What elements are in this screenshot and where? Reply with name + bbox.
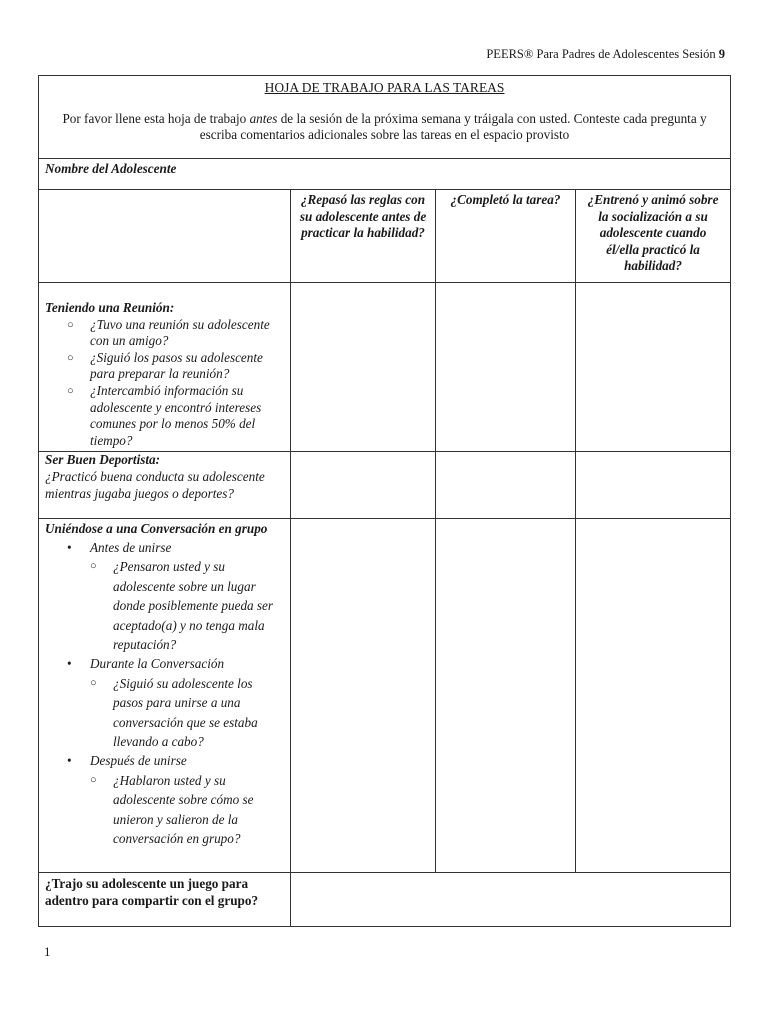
section-label: Después de unirse [90, 753, 187, 769]
get-together-list [45, 317, 284, 450]
column-header-reviewed-rules: ¿Repasó las reglas con su adolescente antes de practicar la habilidad? [291, 190, 436, 283]
get-together-cell [39, 283, 291, 452]
group-conversation-cell [39, 519, 291, 873]
teen-name-field[interactable] [39, 159, 731, 190]
answer-cell-get-together-coached[interactable] [576, 283, 731, 452]
get-together-item: ○ ¿Tuvo una reunión su adolescente con un amigo? [67, 317, 284, 350]
worksheet-title: HOJA DE TRABAJO PARA LAS TAREAS [264, 80, 505, 95]
group-conversation-heading: Uniéndose a una Conversación en grupo [45, 521, 268, 537]
sportsmanship-question: ¿Practicó buena conducta su adolescente mientras jugaba juegos o deportes? [45, 468, 265, 501]
worksheet-title-cell [39, 76, 731, 159]
sportsmanship-cell [39, 452, 291, 519]
column-header-completed-homework: ¿Completó la tarea? [436, 190, 576, 283]
answer-cell-group-conversation-rules[interactable] [291, 519, 436, 873]
group-conversation-section [67, 654, 284, 751]
header-blank-cell [39, 190, 291, 283]
page-number: 1 [44, 944, 51, 959]
header-text: PEERS® Para Padres de Adolescentes Sesión [486, 47, 719, 61]
group-conversation-list [45, 538, 284, 849]
section-label: Antes de unirse [90, 539, 172, 555]
answer-cell-sportsmanship-rules[interactable] [291, 452, 436, 519]
page-header [486, 47, 725, 62]
answer-cell-group-conversation-coached[interactable] [576, 519, 731, 873]
get-together-item: ○ ¿Intercambió información su adolescente y encontró intereses comunes por lo menos 50% del tiempo? [67, 383, 284, 449]
answer-cell-group-conversation-completed[interactable] [436, 519, 576, 873]
answer-cell-sportsmanship-coached[interactable] [576, 452, 731, 519]
instructions-text-end: de la sesión de la próxima semana y tráigala con usted. Conteste cada pregunta y escriba comentarios adicionales sobre las tareas en el espacio provisto [199, 110, 707, 143]
section-question: ○ ¿Siguió su adolescente los pasos para unirse a una conversación que se estaba llevando a cabo? [90, 674, 284, 752]
answer-cell-get-together-completed[interactable] [436, 283, 576, 452]
answer-cell-get-together-rules[interactable] [291, 283, 436, 452]
group-conversation-section [67, 751, 284, 848]
teen-name-label: Nombre del Adolescente [45, 161, 177, 176]
answer-cell-sportsmanship-completed[interactable] [436, 452, 576, 519]
homework-worksheet-table [38, 75, 731, 927]
indoor-game-question: ¿Trajo su adolescente un juego para adentro para compartir con el grupo? [39, 873, 291, 927]
get-together-item: ○ ¿Siguió los pasos su adolescente para preparar la reunión? [67, 350, 284, 383]
instructions-emphasis: antes [249, 110, 278, 126]
column-header-coached-teen: ¿Entrenó y animó sobre la socialización a su adolescente cuando él/ella practicó la habilidad? [576, 190, 731, 283]
answer-cell-indoor-game[interactable] [291, 873, 731, 927]
session-number: 9 [718, 47, 725, 61]
group-conversation-section [67, 538, 284, 654]
section-label: Durante la Conversación [90, 656, 225, 672]
instructions-text-start: Por favor llene esta hoja de trabajo [62, 110, 250, 126]
get-together-heading: Teniendo una Reunión: [45, 300, 175, 315]
section-question: ○ ¿Hablaron usted y su adolescente sobre cómo se unieron y salieron de la conversación en grupo? [90, 771, 284, 849]
sportsmanship-heading: Ser Buen Deportista: [45, 452, 161, 468]
section-question: ○ ¿Pensaron usted y su adolescente sobre un lugar donde posiblemente pueda ser aceptado(a) y no tenga mala reputación? [90, 557, 284, 654]
worksheet-instructions [49, 111, 720, 144]
